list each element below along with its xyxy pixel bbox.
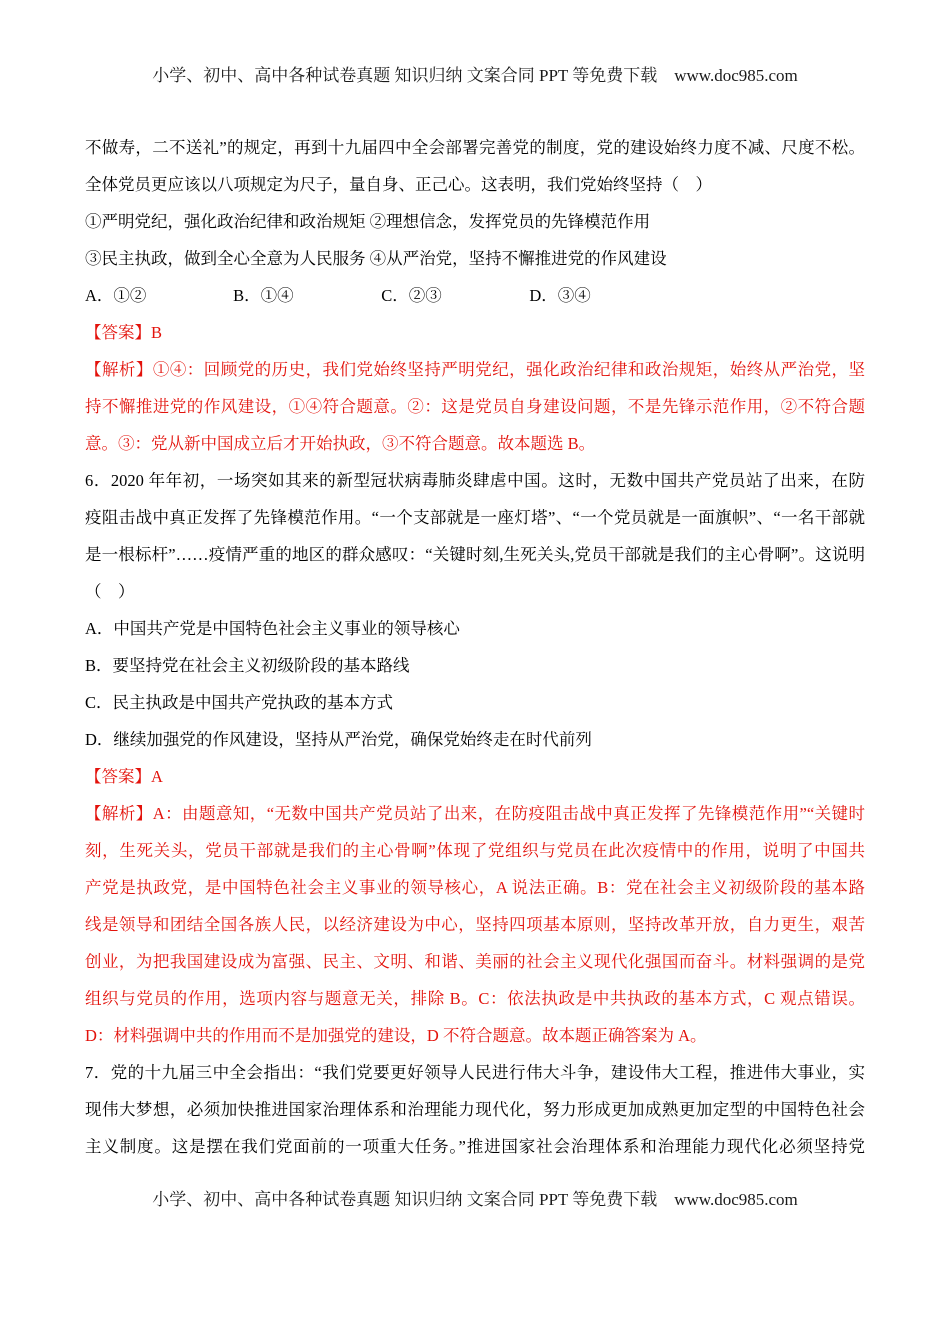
q6-stem-line: （ ） [85, 582, 135, 601]
q7-stem-line: 主义制度。这是摆在我们党面前的一项重大任务。”推进国家社会治理体系和治理能力现代化必须坚持党 [85, 1137, 865, 1156]
q6-analysis-line: 组织与党员的作用，选项内容与题意无关，排除 B。C：依法执政是中共执政的基本方式，C 观点错误。 [85, 989, 865, 1008]
q5-option-d: D．③④ [529, 286, 591, 305]
q5-options-row [85, 277, 865, 314]
header-watermark: 小学、初中、高中各种试卷真题 知识归纳 文案合同 PPT 等免费下载 www.doc985.com [152, 66, 798, 85]
q5-stem-line: 不做寿，二不送礼”的规定，再到十九届四中全会部署完善党的制度，党的建设始终力度不减、尺度不松。 [85, 138, 865, 157]
q6-stem-line: 是一根标杆”……疫情严重的地区的群众感叹：“关键时刻,生死关头,党员干部就是我们的主心骨啊”。这说明 [85, 545, 865, 564]
q6-analysis-line: 刻，生死关头，党员干部就是我们的主心骨啊”体现了党组织与党员在此次疫情中的作用，说明了中国共 [85, 841, 865, 860]
q6-analysis-line: 创业，为把我国建设成为富强、民主、文明、和谐、美丽的社会主义现代化强国而奋斗。材料强调的是党 [85, 952, 865, 971]
q6-analysis-line: 线是领导和团结全国各族人民，以经济建设为中心，坚持四项基本原则，坚持改革开放，自力更生，艰苦 [85, 915, 865, 934]
q5-analysis-line: 持不懈推进党的作风建设，①④符合题意。②：这是党员自身建设问题，不是先锋示范作用，②不符合题 [85, 397, 865, 416]
q6-analysis-line: 产党是执政党，是中国特色社会主义事业的领导核心，A 说法正确。B：党在社会主义初级阶段的基本路 [85, 878, 865, 897]
q5-analysis-line: 【解析】①④：回顾党的历史，我们党始终坚持严明党纪，强化政治纪律和政治规矩，始终从严治党，坚 [85, 360, 865, 379]
q6-option-a: A．中国共产党是中国特色社会主义事业的领导核心 [85, 619, 460, 638]
q5-option-c: C．②③ [381, 286, 442, 305]
q6-answer-label: 【答案】A [85, 767, 163, 786]
q6-analysis-line: D：材料强调中共的作用而不是加强党的建设，D 不符合题意。故本题正确答案为 A。 [85, 1026, 707, 1045]
q5-option-b: B．①④ [233, 286, 294, 305]
q5-answer-label: 【答案】B [85, 323, 163, 342]
q7-stem-line: 现伟大梦想，必须加快推进国家治理体系和治理能力现代化，努力形成更加成熟更加定型的中国特色社会 [85, 1100, 865, 1119]
q6-option-c: C．民主执政是中国共产党执政的基本方式 [85, 693, 394, 712]
footer-watermark: 小学、初中、高中各种试卷真题 知识归纳 文案合同 PPT 等免费下载 www.doc985.com [152, 1190, 798, 1209]
q5-stem-line: 全体党员更应该以八项规定为尺子，量自身、正己心。这表明，我们党始终坚持（ ） [85, 175, 712, 194]
q5-statement-line: ①严明党纪，强化政治纪律和政治规矩 ②理想信念，发挥党员的先锋模范作用 [85, 212, 651, 231]
q6-option-b: B．要坚持党在社会主义初级阶段的基本路线 [85, 656, 410, 675]
q6-analysis-line: 【解析】A：由题意知，“无数中国共产党员站了出来，在防疫阻击战中真正发挥了先锋模范作用”“关键时 [85, 804, 865, 823]
document-body [85, 129, 865, 1165]
q6-stem-line: 6．2020 年年初，一场突如其来的新型冠状病毒肺炎肆虐中国。这时，无数中国共产党员站了出来，在防 [85, 471, 865, 490]
q6-option-d: D．继续加强党的作风建设，坚持从严治党，确保党始终走在时代前列 [85, 730, 592, 749]
q7-stem-line: 7．党的十九届三中全会指出：“我们党要更好领导人民进行伟大斗争，建设伟大工程，推进伟大事业，实 [85, 1063, 865, 1082]
q5-analysis-line: 意。③：党从新中国成立后才开始执政，③不符合题意。故本题选 B。 [85, 434, 596, 453]
q5-option-a: A．①② [85, 286, 147, 305]
q5-statement-line: ③民主执政，做到全心全意为人民服务 ④从严治党，坚持不懈推进党的作风建设 [85, 249, 667, 268]
q6-stem-line: 疫阻击战中真正发挥了先锋模范作用。“一个支部就是一座灯塔”、“一个党员就是一面旗帜”、“一名干部就 [85, 508, 865, 527]
